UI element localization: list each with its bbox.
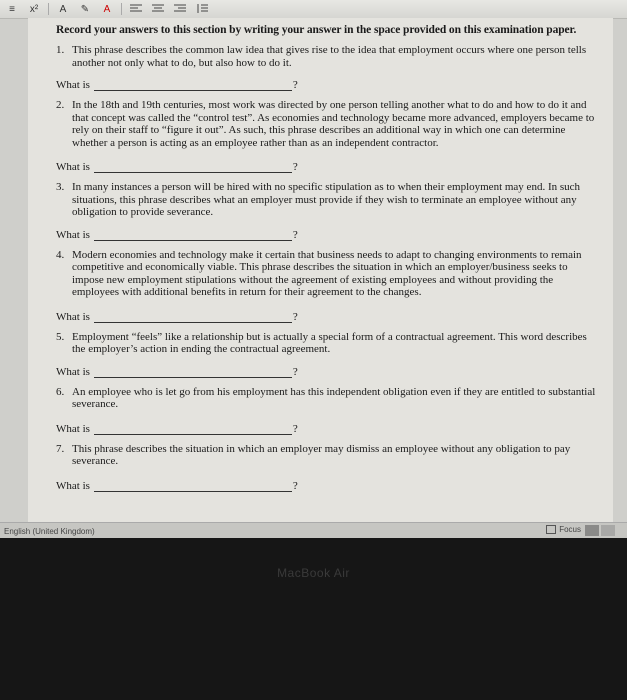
answer-6 (56, 423, 596, 435)
line-spacing-icon[interactable] (194, 2, 210, 16)
device-brand: MacBook Air (277, 566, 350, 580)
answer-suffix: ? (292, 228, 298, 241)
superscript-button[interactable]: x² (29, 3, 39, 15)
answer-prefix: What is (56, 310, 90, 323)
answer-suffix: ? (292, 422, 298, 435)
toolbar-divider (121, 3, 122, 15)
answer-prefix: What is (56, 365, 90, 378)
question-text: In many instances a person will be hired with no specific stipulation as to when their employment may end. In such situations, this phrase describes what an employer must provide if they wish to terminate an employee without any obligation to provide severance. (72, 181, 581, 218)
status-bar (0, 522, 627, 538)
question-number: 3. (56, 181, 65, 193)
answer-3 (56, 229, 596, 241)
answer-7 (56, 480, 596, 492)
answer-2 (56, 161, 596, 173)
question-number: 7. (56, 442, 65, 455)
answer-suffix: ? (292, 479, 298, 492)
answer-prefix: What is (56, 161, 90, 173)
answer-blank[interactable] (94, 79, 292, 91)
answer-1 (56, 79, 596, 91)
answer-suffix: ? (292, 310, 298, 323)
formatting-toolbar (0, 0, 627, 19)
question-text: Employment “feels” like a relationship but is actually a special form of a contractual agreement. This word describes the employer’s action in ending the contractual agreement. (72, 330, 587, 355)
question-1 (56, 44, 596, 69)
question-text: This phrase describes the common law idea that gives rise to the idea that employment occurs where one person tells another not only what to do, but also how to do it. (72, 44, 587, 69)
answer-5 (56, 366, 596, 378)
question-4 (56, 249, 596, 299)
instructions: Record your answers to this section by writing your answer in the space provided on this examination paper. (56, 24, 577, 36)
toolbar-divider (48, 3, 49, 15)
question-7 (56, 443, 596, 468)
answer-blank[interactable] (94, 161, 292, 173)
print-layout-view-button[interactable] (585, 525, 599, 536)
question-text: An employee who is let go from his employment has this independent obligation even if they are entitled to substantial severance. (72, 385, 596, 410)
answer-suffix: ? (292, 161, 298, 173)
question-5 (56, 331, 596, 356)
question-number: 6. (56, 385, 65, 398)
answer-suffix: ? (292, 365, 298, 378)
highlight-button[interactable]: ✎ (80, 3, 90, 15)
answer-4 (56, 311, 596, 323)
align-center-icon[interactable] (150, 2, 166, 16)
question-number: 2. (56, 99, 65, 111)
answer-prefix: What is (56, 422, 90, 435)
answer-prefix: What is (56, 228, 90, 241)
text-effects-button[interactable]: A (59, 3, 67, 15)
question-6 (56, 386, 596, 411)
answer-suffix: ? (292, 79, 298, 91)
question-2 (56, 99, 596, 149)
focus-icon (546, 525, 556, 534)
answer-blank[interactable] (94, 311, 292, 323)
answer-prefix: What is (56, 479, 90, 492)
laptop-bezel (0, 538, 627, 700)
language-indicator[interactable]: English (United Kingdom) (4, 526, 95, 536)
question-number: 4. (56, 248, 65, 261)
answer-blank[interactable] (94, 423, 292, 435)
question-number: 5. (56, 330, 65, 343)
web-layout-view-button[interactable] (601, 525, 615, 536)
question-3 (56, 181, 596, 219)
align-right-icon[interactable] (172, 2, 188, 16)
answer-blank[interactable] (94, 229, 292, 241)
answer-prefix: What is (56, 79, 90, 91)
answer-blank[interactable] (94, 480, 292, 492)
question-text: This phrase describes the situation in which an employer may dismiss an employee without any obligation to pay severance. (72, 442, 571, 467)
align-left-icon[interactable] (128, 2, 144, 16)
question-text: Modern economies and technology make it certain that business needs to adapt to changing environments to remain competitive and economically viable. This phrase describes the situation in which an employer/business seeks to impose new employment stipulations without the agreement of existing employees and without providing the employees with additional benefits in return for their agreement to the changes. (72, 248, 582, 298)
question-text: In the 18th and 19th centuries, most work was directed by one person telling another what to do and how to do it and that concept was called the “control test”. As economies and technology became more advanced, employers became to rely on their staff to “figure it out”. As such, this phrase describes an additional way in which one can determine whether a person is acting as an employee rather than as an independent contractor. (72, 99, 595, 149)
font-color-button[interactable]: A (103, 3, 111, 15)
list-icon[interactable]: ≡ (9, 3, 15, 15)
answer-blank[interactable] (94, 366, 292, 378)
document-page (28, 18, 613, 524)
focus-button[interactable] (546, 525, 581, 534)
question-number: 1. (56, 44, 65, 56)
focus-label: Focus (559, 525, 581, 534)
